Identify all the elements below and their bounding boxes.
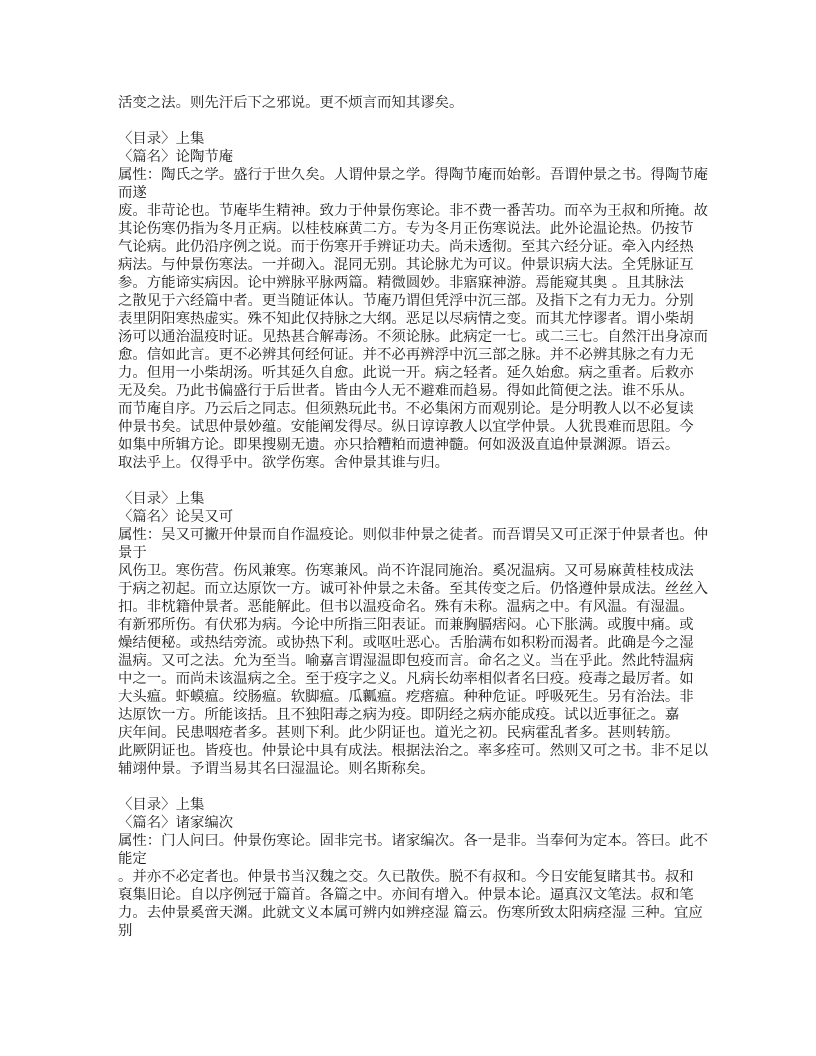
body-text-line: 病法。与仲景伤寒法。一并砌入。混同无别。其论脉尤为可议。仲景识病大法。全凭脉证互 <box>118 257 694 273</box>
body-text-line: 辅翊仲景。予谓当易其名曰湿温论。则名斯称矣。 <box>118 761 435 777</box>
body-text-line: 属性：吴又可撇开仲景而自作温疫论。则似非仲景之徒者。而吾谓吴又可正深于仲景者也。仲 <box>118 527 709 543</box>
chapter-section <box>118 796 718 940</box>
body-text-line: 而遂 <box>118 185 147 201</box>
body-text-line: 而节庵自序。乃云后之同志。但须熟玩此书。不必集闲方而观别论。是分明教人以不必复读 <box>118 401 694 417</box>
body-text-line: 温病。又可之法。允为至当。喻嘉言谓湿温即包疫而言。命名之义。当在乎此。然此特温病 <box>118 653 694 669</box>
body-text-line: 愈。信如此言。更不必辨其何经何证。并不必再辨浮中沉三部之脉。并不必辨其脉之有力无 <box>118 347 694 363</box>
body-text-line: 仲景书矣。试思仲景妙蕴。安能阐发得尽。纵日谆谆教人以宜学仲景。人犹畏难而思阻。今 <box>118 419 694 435</box>
body-text-line: 燥结便秘。或热结旁流。或协热下利。或呕吐恶心。舌胎满布如积粉而渴者。此确是今之湿 <box>118 635 694 651</box>
body-text-line: 景于 <box>118 545 147 561</box>
catalog-label: 〈目录〉上集 <box>118 491 205 507</box>
body-text-line: 气论病。此仍沿序例之说。而于伤寒开手辨证功夫。尚未透彻。至其六经分证。牵入内经热 <box>118 239 694 255</box>
body-text-line: 力。但用一小柴胡汤。听其延久自愈。此说一开。病之轻者。延久始愈。病之重者。后救亦 <box>118 365 694 381</box>
body-text-line: 无及矣。乃此书偏盛行于后世者。皆由今人无不避难而趋易。得如此简便之法。谁不乐从。 <box>118 383 694 399</box>
chapter-title: 〈篇名〉论吴又可 <box>118 509 234 525</box>
body-text-line: 裒集旧论。自以序例冠于篇首。各篇之中。亦间有增入。仲景本论。逼真汉文笔法。叔和笔 <box>118 887 694 903</box>
body-text-line: 之散见于六经篇中者。更当随证体认。节庵乃谓但凭浮中沉三部。及指下之有力无力。分别 <box>118 293 694 309</box>
body-text-line: 达原饮一方。所能该括。且不独阳毒之病为疫。即阴经之病亦能成疫。试以近事征之。嘉 <box>118 707 680 723</box>
body-text-line: 力。去仲景奚啻天渊。此就文义本属可辨内如辨痉湿 篇云。伤寒所致太阳病痉湿 三种。宜应 <box>118 905 703 921</box>
body-text-line: 此厥阴证也。皆疫也。仲景论中具有成法。根据法治之。率多痊可。然则又可之书。非不足以 <box>118 743 709 759</box>
chapter-title: 〈篇名〉论陶节庵 <box>118 149 234 165</box>
chapter-title: 〈篇名〉诸家编次 <box>118 815 234 831</box>
document-page <box>118 94 718 940</box>
body-text-line: 汤可以通治温疫时证。见热甚合解毒汤。不须论脉。此病定一七。或二三七。自然汗出身凉而 <box>118 329 709 345</box>
chapter-section <box>118 490 718 778</box>
body-text-line: 别 <box>118 923 133 939</box>
body-text-line: 。并亦不必定者也。仲景书当汉魏之交。久已散佚。脱不有叔和。今日安能复睹其书。叔和 <box>118 869 694 885</box>
body-text-line: 于病之初起。而立达原饮一方。诚可补仲景之未备。至其传变之后。仍恪遵仲景成法。丝丝入 <box>118 581 709 597</box>
body-text-line: 属性：门人问曰。仲景伤寒论。固非完书。诸家编次。各一是非。当奉何为定本。答曰。此不 <box>118 833 709 849</box>
body-text-line: 参。方能谛实病因。论中辨脉平脉两篇。精微圆妙。非寤寐神游。焉能窥其奥 。且其脉法 <box>118 275 684 291</box>
body-text-line: 庆年间。民患咽疮者多。甚则下利。此少阴证也。道光之初。民病霍乱者多。甚则转筋。 <box>118 725 680 741</box>
body-text-line: 大头瘟。虾蟆瘟。绞肠瘟。软脚瘟。瓜瓤瘟。疙瘩瘟。种种危证。呼吸死生。另有治法。非 <box>118 689 694 705</box>
body-text-line: 能定 <box>118 851 147 867</box>
body-text-line: 中之一。而尚未该温病之全。至于疫字之义。凡病长幼率相似者名曰疫。疫毒之最厉者。如 <box>118 671 694 687</box>
body-text-line: 取法乎上。仅得乎中。欲学伤寒。舍仲景其谁与归。 <box>118 455 449 471</box>
body-text-line: 属性：陶氏之学。盛行于世久矣。人谓仲景之学。得陶节庵而始彰。吾谓仲景之书。得陶节庵 <box>118 167 709 183</box>
body-text-line: 表里阴阳寒热虚实。殊不知此仅持脉之大纲。恶足以尽病情之变。而其尤悖谬者。谓小柴胡 <box>118 311 694 327</box>
body-text-line: 有新邪所伤。有伏邪为病。今论中所指三阳表证。而兼胸膈痞闷。心下胀满。或腹中痛。或 <box>118 617 694 633</box>
intro-text-line: 活变之法。则先汗后下之邪说。更不烦言而知其谬矣。 <box>118 95 464 111</box>
body-text-line: 扣。非枕籍仲景者。恶能解此。但书以温疫命名。殊有未称。温病之中。有风温。有湿温。 <box>118 599 694 615</box>
body-text-line: 废。非苛论也。节庵毕生精神。致力于仲景伤寒论。非不费一番苦功。而卒为王叔和所掩。故 <box>118 203 709 219</box>
catalog-label: 〈目录〉上集 <box>118 797 205 813</box>
chapter-section <box>118 130 718 472</box>
body-text-line: 如集中所辑方论。即果搜剔无遗。亦只拾糟粕而遗神髓。何如汲汲直追仲景渊源。语云。 <box>118 437 680 453</box>
body-text-line: 其论伤寒仍指为冬月正病。以桂枝麻黄二方。专为冬月正伤寒说法。此外论温论热。仍按节 <box>118 221 694 237</box>
body-text-line: 风伤卫。寒伤营。伤风兼寒。伤寒兼风。尚不许混同施治。奚况温病。又可易麻黄桂枝成法 <box>118 563 694 579</box>
catalog-label: 〈目录〉上集 <box>118 131 205 147</box>
